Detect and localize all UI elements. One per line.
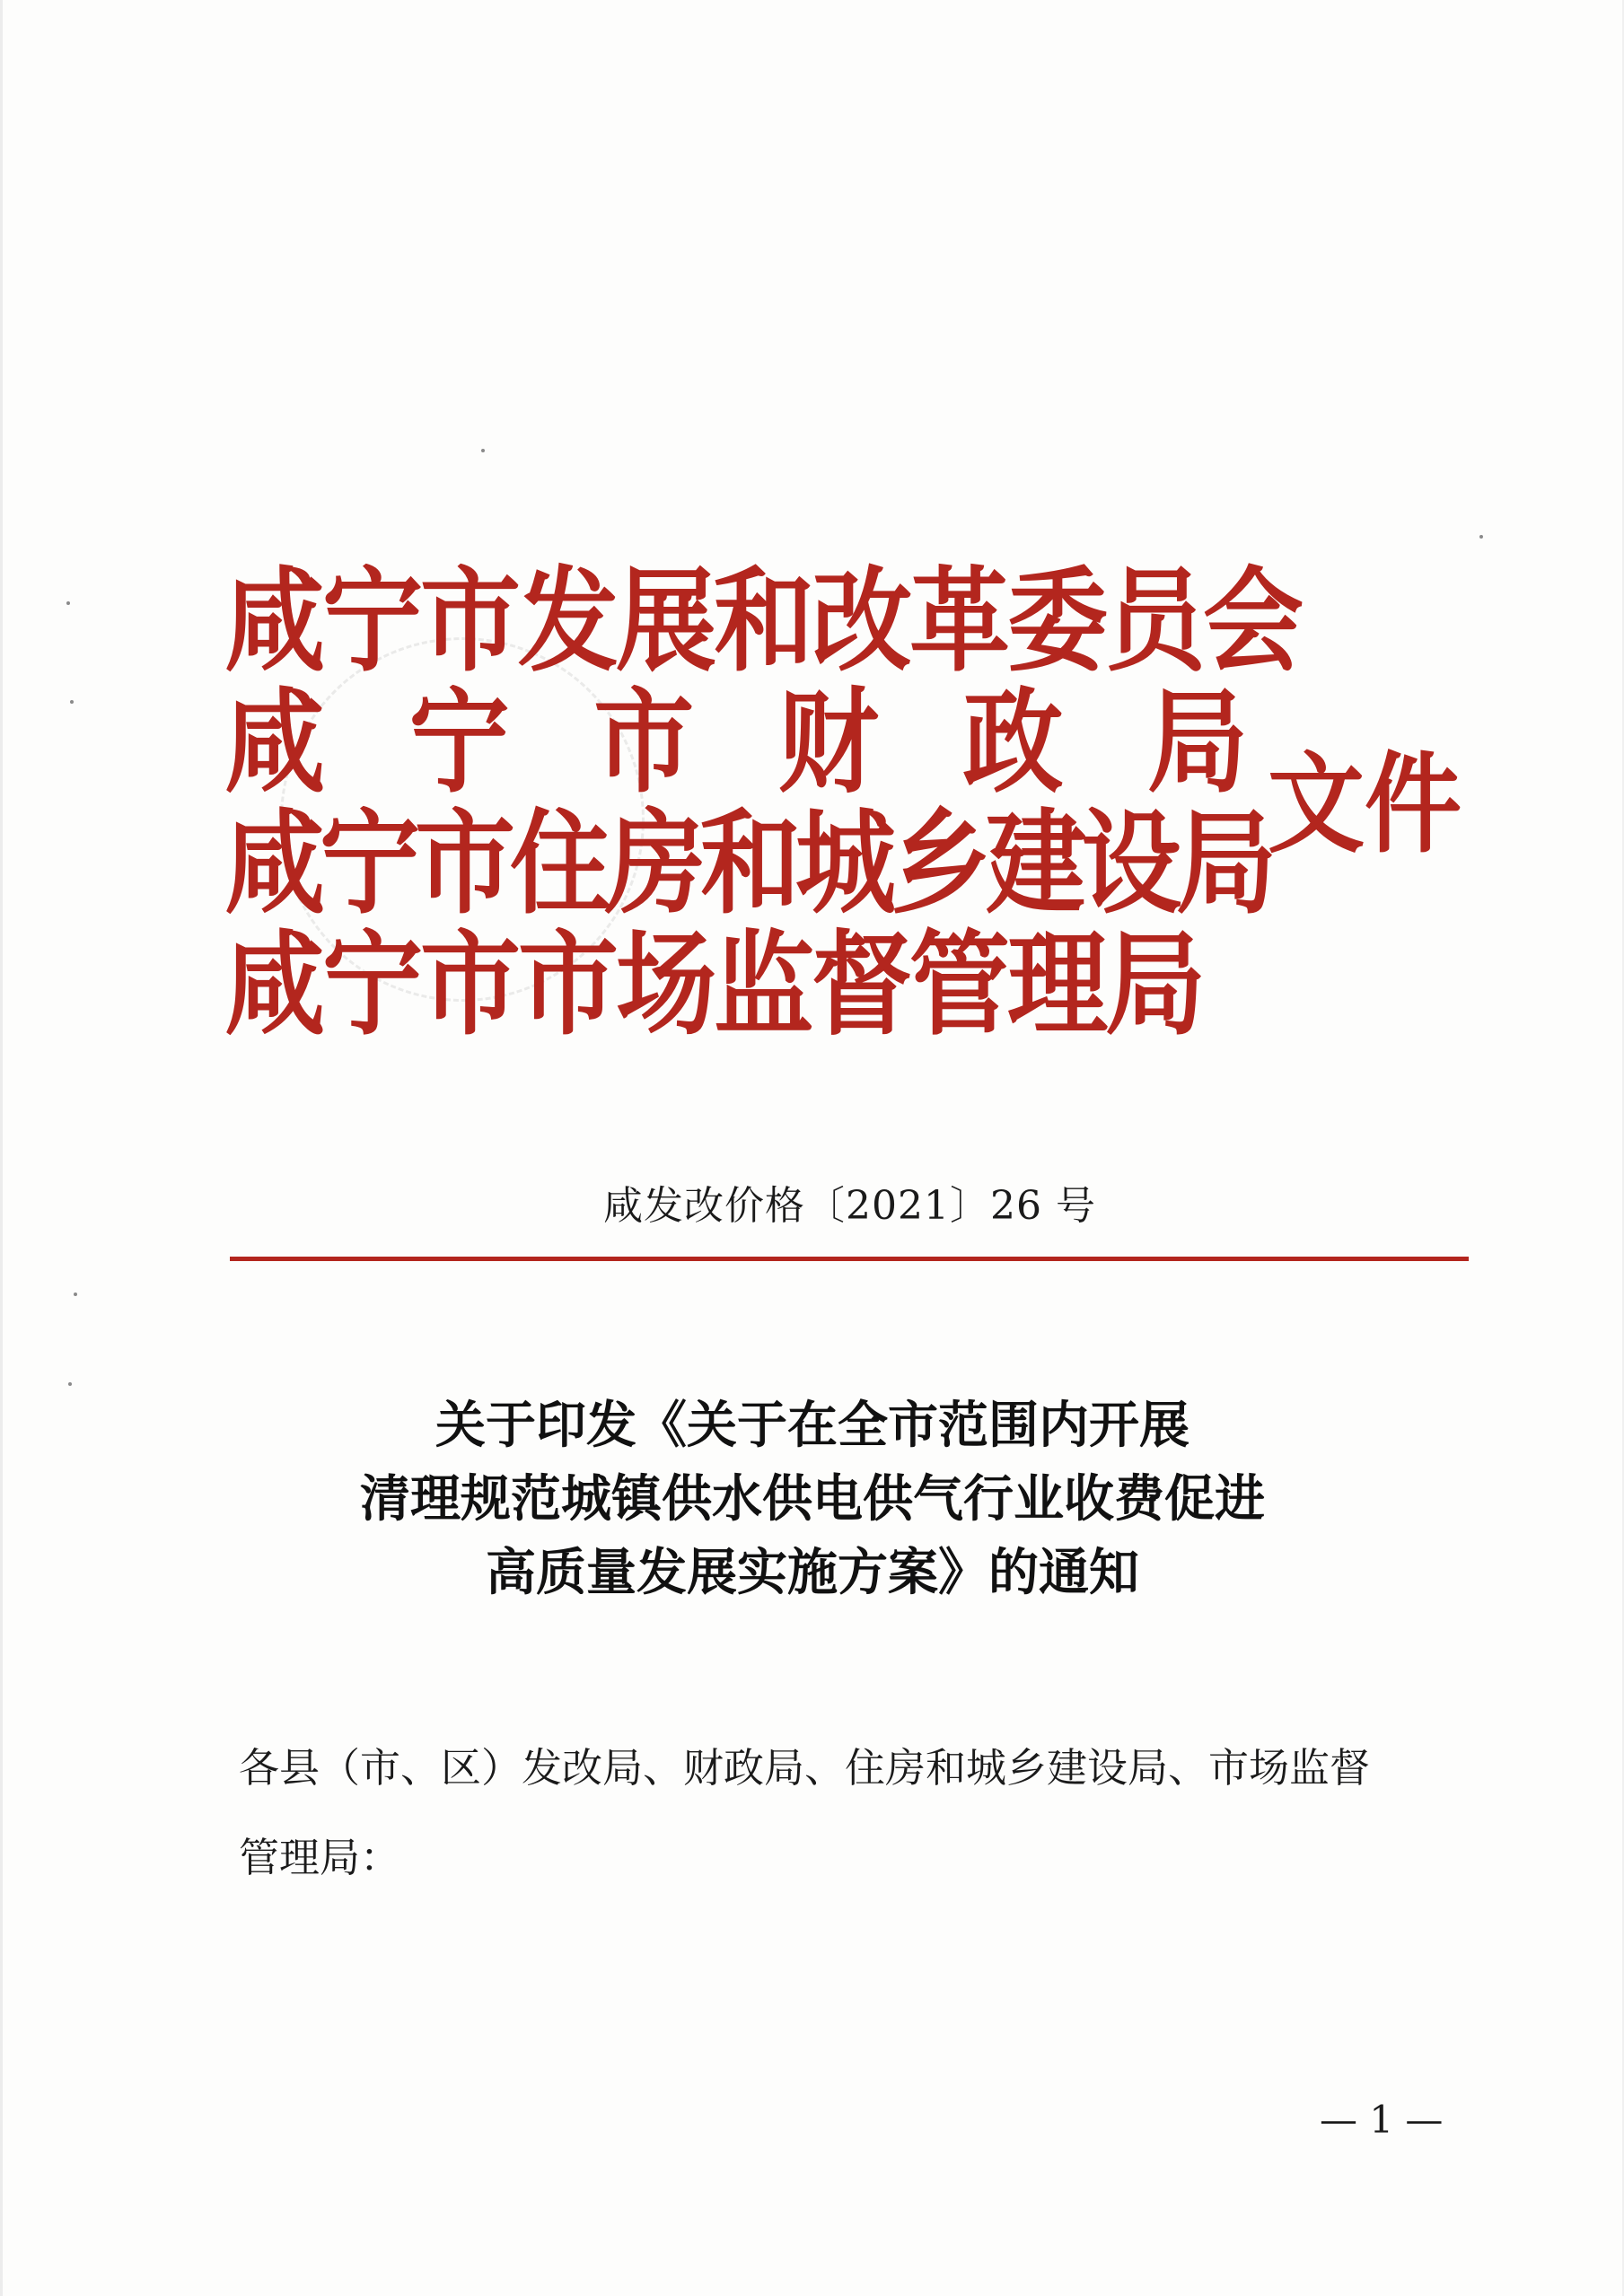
agency-char: 咸 <box>224 678 325 809</box>
scan-speck <box>74 1293 77 1296</box>
document-number: 咸发改价格〔2021〕26 号 <box>603 1183 1096 1229</box>
scan-speck <box>1479 535 1483 539</box>
agency-char: 市 <box>593 678 695 809</box>
recipients-salutation <box>239 1723 1460 1903</box>
document-label: 文件 <box>1268 742 1462 869</box>
salutation-line: 各县（市、区）发改局、财政局、住房和城乡建设局、市场监督 <box>239 1744 1371 1792</box>
page-number: — 1 — <box>1320 2098 1444 2142</box>
issuing-agencies <box>224 556 1301 1059</box>
agency-name-finance <box>224 678 1248 809</box>
title-line: 高质量发展实施方案》的通知 <box>486 1544 1139 1602</box>
scan-speck <box>70 700 74 704</box>
agency-char: 宁 <box>408 678 510 809</box>
agency-char: 政 <box>962 678 1064 809</box>
scan-speck <box>68 1382 72 1386</box>
scan-speck <box>481 449 485 452</box>
agency-name-housing: 咸宁市住房和城乡建设局 <box>224 799 1271 930</box>
notice-title <box>180 1389 1445 1610</box>
scan-speck <box>66 601 70 605</box>
salutation-line: 管理局： <box>239 1834 401 1881</box>
agency-char: 财 <box>777 678 879 809</box>
agency-char: 局 <box>1146 678 1248 809</box>
agency-name-development-reform: 咸宁市发展和改革委员会 <box>224 556 1301 688</box>
title-line: 关于印发《关于在全市范围内开展 <box>435 1397 1189 1455</box>
agency-name-market-supervision: 咸宁市市场监督管理局 <box>224 920 1203 1051</box>
red-divider-rule <box>230 1257 1469 1261</box>
title-line: 清理规范城镇供水供电供气行业收费促进 <box>360 1470 1265 1529</box>
